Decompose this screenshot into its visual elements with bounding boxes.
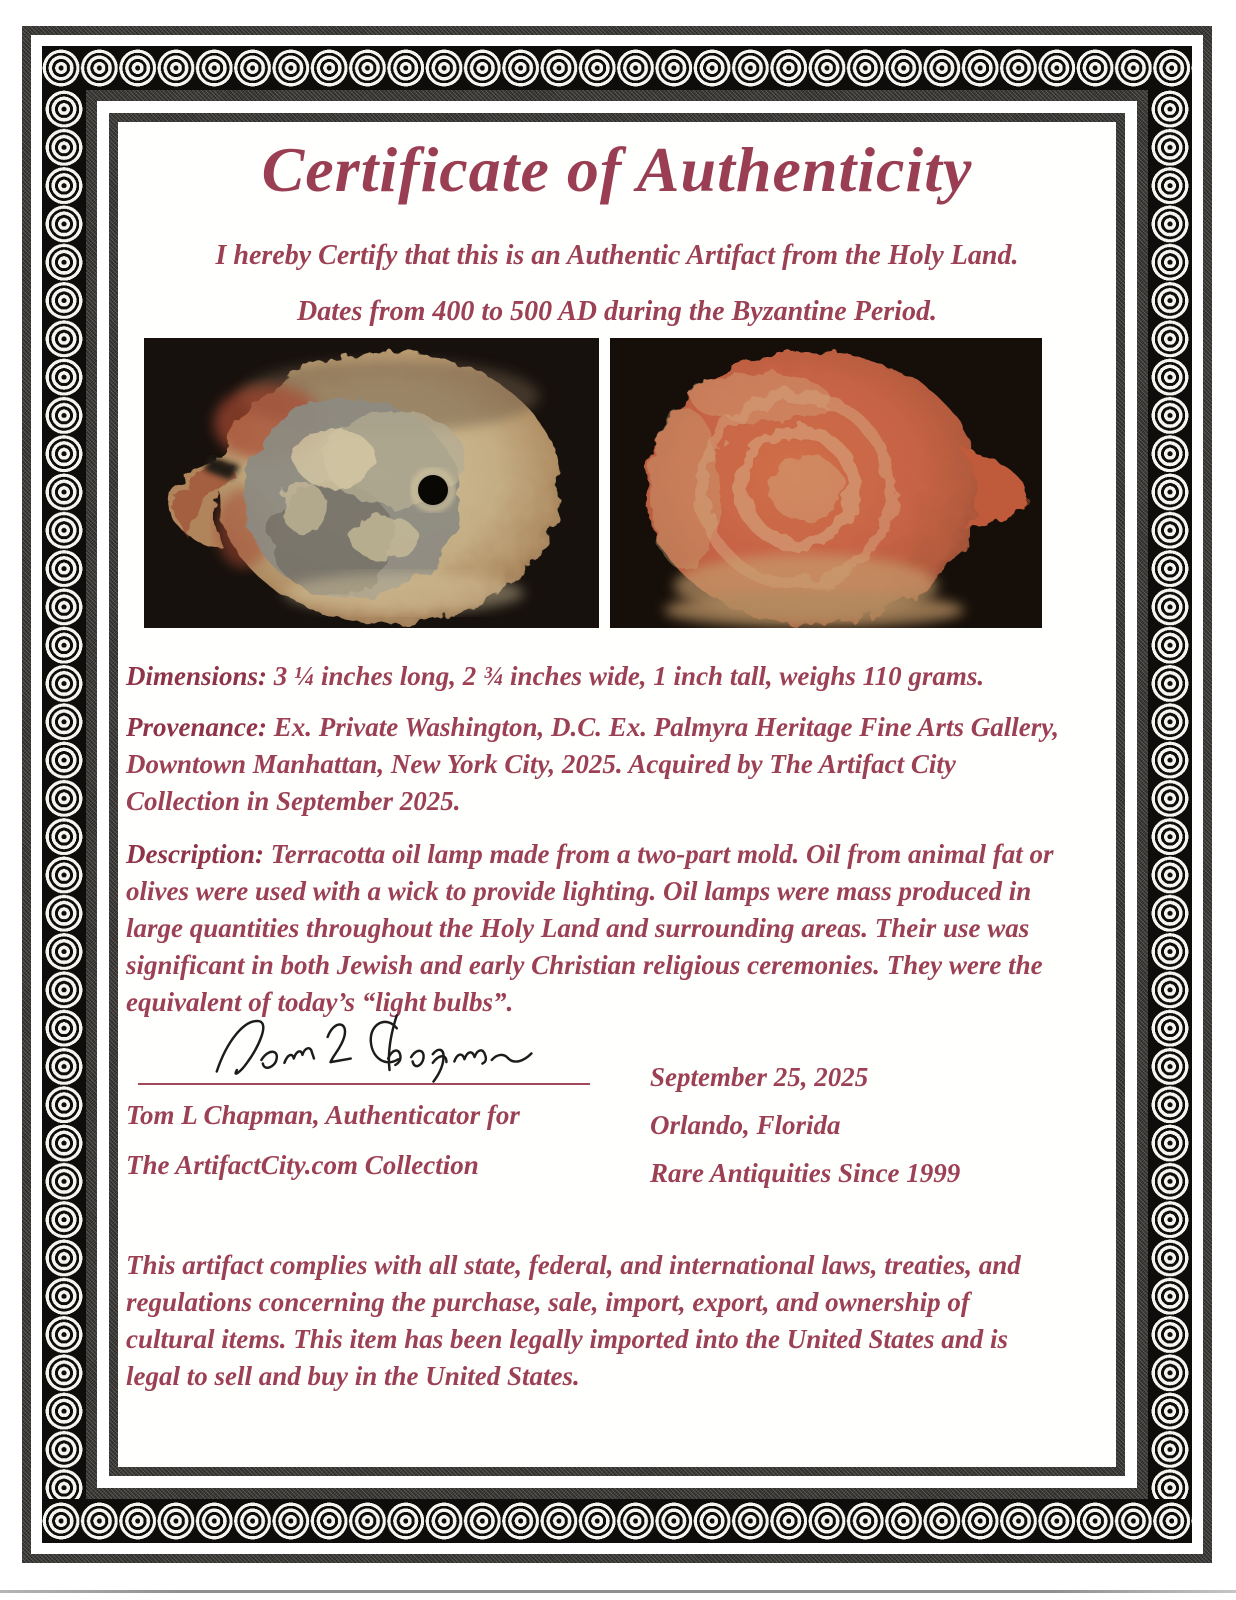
- outer-frame: [22, 26, 1212, 1563]
- middle-frame-line: [86, 90, 1148, 1499]
- legal-compliance-paragraph: This artifact complies with all state, federal, and international laws, treaties, and regulations concerning the purchase, sale, import, export, and ownership of cultural items. This item has been legally imported into the United States and is legal to sell and buy in the United States.: [126, 1250, 1021, 1391]
- signer-name-title: Tom L Chapman, Authenticator for: [126, 1100, 520, 1130]
- signature-block: [126, 1011, 1108, 1188]
- dimensions-label: Dimensions:: [126, 661, 268, 691]
- certify-statement: I hereby Certify that this is an Authentic Artifact from the Holy Land.: [215, 240, 1019, 271]
- provenance-label: Provenance:: [126, 712, 267, 742]
- artifact-photos: [144, 338, 1108, 628]
- description-label: Description:: [126, 839, 264, 869]
- bullseye-column-right: [1148, 90, 1192, 1499]
- provenance-paragraph: [126, 709, 1066, 820]
- description-paragraph: [126, 836, 1066, 1021]
- bullseye-border-band: [42, 46, 1192, 1543]
- inner-white-gap: [97, 101, 1137, 1488]
- bullseye-row-top: [42, 46, 1192, 90]
- provenance-text: Ex. Private Washington, D.C. Ex. Palmyra Heritage Fine Arts Gallery, Downtown Manhattan, New York City, 2025. Acquired by The Artifact City Collection in September 2025.: [126, 712, 1060, 816]
- oil-lamp-bottom-view-photo: [610, 338, 1042, 628]
- outer-white-gap: [31, 35, 1203, 1554]
- description-text: Terracotta oil lamp made from a two-part mold. Oil from animal fat or olives were used with a wick to provide lighting. Oil lamps were mass produced in large quantities throughout the Holy Land and surrounding areas. Their use was significant in both Jewish and early Christian religious ceremonies. They were the equivalent of today’s “light bulbs”.: [126, 839, 1054, 1017]
- signature-date: September 25, 2025: [650, 1062, 869, 1092]
- inner-frame-line: [109, 113, 1125, 1476]
- dating-statement: Dates from 400 to 500 AD during the Byzantine Period.: [297, 296, 937, 327]
- oil-lamp-top-view-photo: [144, 338, 599, 628]
- bullseye-row-bottom: [42, 1499, 1192, 1543]
- signature-tagline: Rare Antiquities Since 1999: [650, 1158, 961, 1188]
- certificate-title: Certificate of Authenticity: [261, 134, 973, 205]
- signature-line: [138, 1083, 590, 1085]
- signature-location: Orlando, Florida: [650, 1110, 841, 1140]
- dimensions-text: 3 ¼ inches long, 2 ¾ inches wide, 1 inch tall, weighs 110 grams.: [267, 661, 985, 691]
- lamp-fill-hole: [418, 475, 448, 505]
- handwritten-signature: [138, 1011, 608, 1083]
- dimensions-paragraph: [126, 658, 1066, 695]
- signer-collection: The ArtifactCity.com Collection: [126, 1150, 479, 1180]
- signature-right-column: [650, 1059, 960, 1191]
- scan-edge-line: [0, 1590, 1236, 1593]
- bullseye-column-left: [42, 90, 86, 1499]
- certificate-content: [118, 122, 1116, 1467]
